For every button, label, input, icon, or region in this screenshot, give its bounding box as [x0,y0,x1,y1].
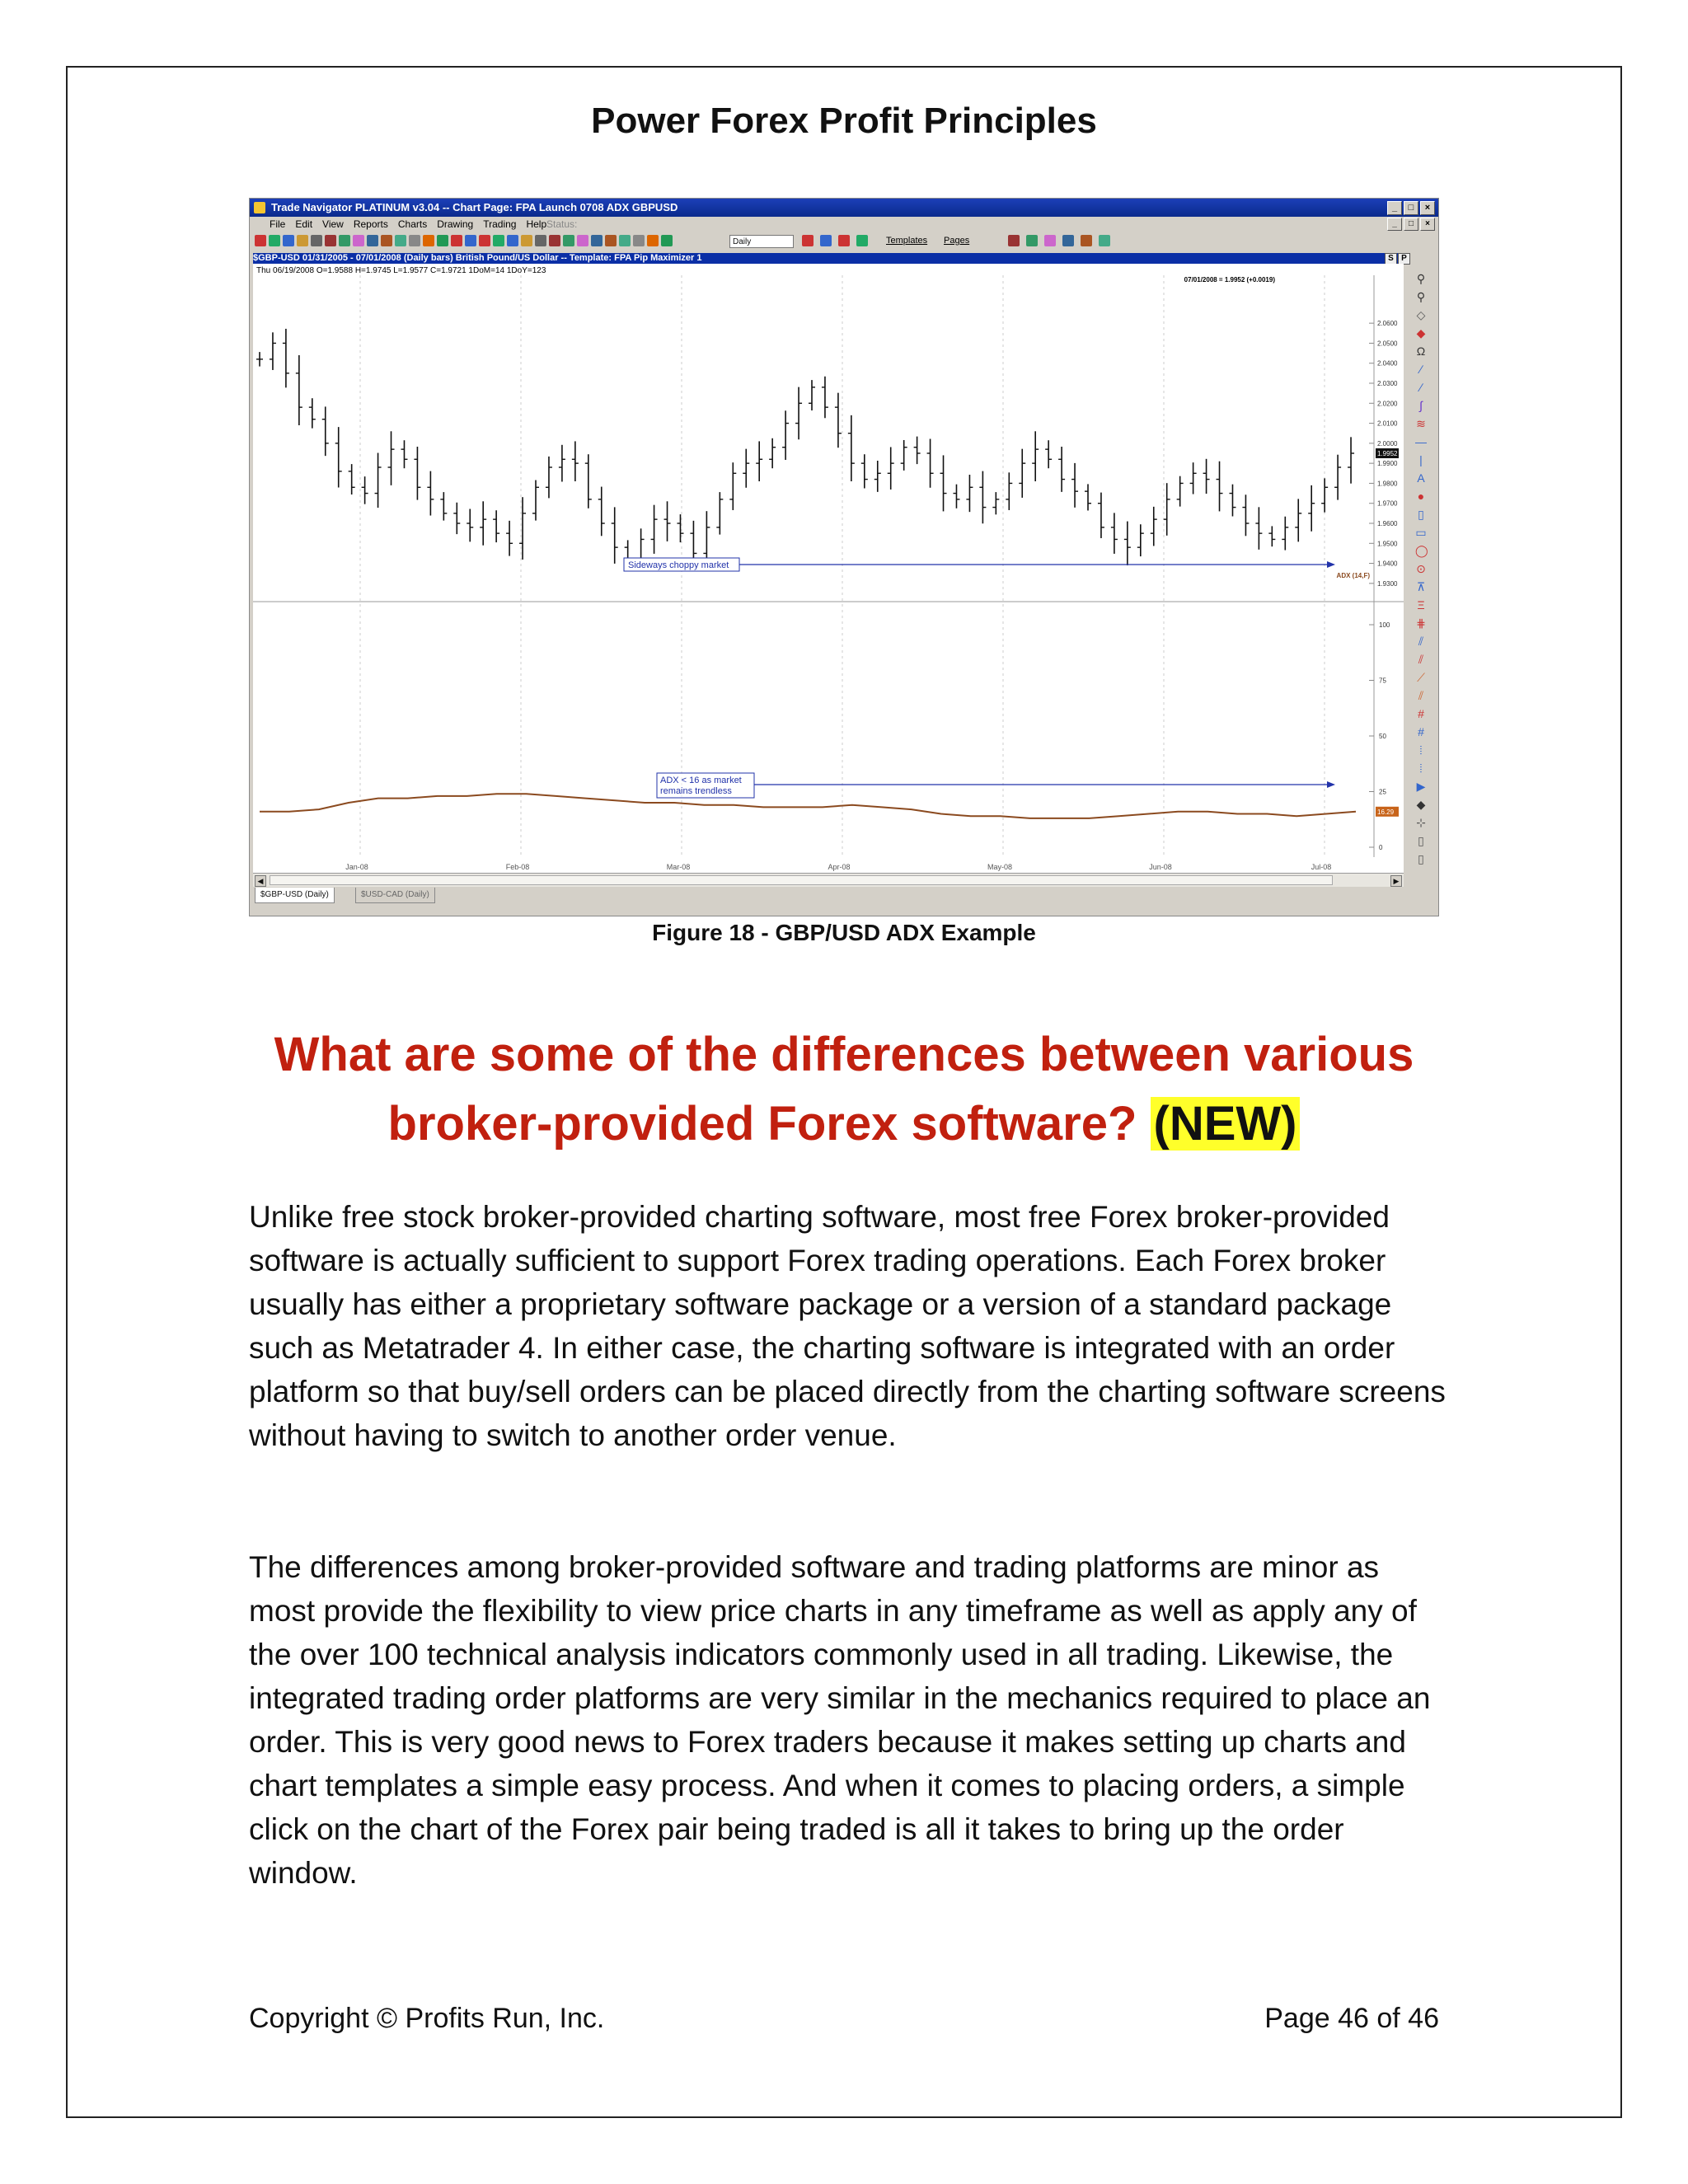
drawing-tool-icon[interactable]: ⚲ [1416,290,1426,303]
toolbar-tool-icon[interactable] [577,235,588,246]
adx-y-tick-label: 100 [1379,621,1390,629]
last-price-label: 07/01/2008 = 1.9952 (+0.0019) [1184,276,1275,284]
status-label: Status: [546,218,578,230]
y-tick-label: 1.9500 [1377,540,1398,548]
tab-usd-cad[interactable]: $USD-CAD (Daily) [355,888,435,903]
toolbar-tool-icon[interactable] [549,235,560,246]
drawing-tool-icon[interactable]: ⦙ [1419,762,1423,775]
screenshot-figure [249,198,1439,916]
toolbar-tool-icon[interactable] [325,235,336,246]
chart-area[interactable] [253,264,1404,874]
x-tick-label: Jul-08 [1311,863,1332,871]
footer-copyright: Copyright © Profits Run, Inc. [249,2003,605,2034]
toolbar-tool-icon[interactable] [451,235,462,246]
drawing-tool-icon[interactable]: Ξ [1417,598,1425,612]
drawing-tool-icon[interactable]: ⫽ [1418,689,1424,702]
adx-y-tick-label: 75 [1379,677,1386,685]
menu-bar [250,217,1438,232]
y-tick-label: 1.9700 [1377,499,1398,508]
x-tick-label: Jun-08 [1149,863,1172,871]
drawing-tool-icon[interactable]: ◆ [1416,326,1426,340]
menu-item-reports[interactable]: Reports [353,218,388,230]
toolbar-tool-icon[interactable] [563,235,574,246]
tab-gbp-usd[interactable]: $GBP-USD (Daily) [255,888,335,903]
toolbar-tool-icon[interactable] [353,235,364,246]
y-tick-label: 1.9400 [1377,560,1398,568]
scroll-thumb[interactable] [270,875,1333,885]
menu-item-file[interactable]: File [270,218,286,230]
toolbar-tool-icon[interactable] [507,235,518,246]
drawing-tool-icon[interactable]: ▭ [1415,526,1427,539]
toolbar-tool-icon[interactable] [1081,235,1092,246]
maximize-icon[interactable]: □ [1404,201,1418,215]
menu-item-charts[interactable]: Charts [397,218,428,230]
toolbar-tool-icon[interactable] [1026,235,1038,246]
drawing-tool-icon[interactable]: ⊼ [1416,580,1426,593]
templates-menu[interactable]: Templates [886,236,928,246]
toolbar-tool-icon[interactable] [661,235,673,246]
x-tick-label: Jan-08 [345,863,368,871]
s-button[interactable]: S [1385,253,1397,265]
figure-caption: Figure 18 - GBP/USD ADX Example [652,920,1036,945]
y-tick-label: 2.0500 [1377,340,1398,348]
drawing-tool-icon[interactable]: ⫽ [1418,635,1424,648]
toolbar-tool-icon[interactable] [269,235,280,246]
drawing-tool-icon[interactable]: ⊙ [1416,562,1426,575]
drawing-tool-icon[interactable]: ◆ [1416,798,1426,811]
heading-text: What are some of the differences between various broker-provided Forex software? [274,1028,1414,1151]
toolbar-tool-icon[interactable] [479,235,490,246]
toolbar-tool-icon[interactable] [647,235,659,246]
toolbar-tool-icon[interactable] [423,235,434,246]
chart-tabs [253,888,1404,904]
y-tick-label: 2.0200 [1377,400,1398,408]
x-tick-label: Mar-08 [666,863,691,871]
current-price-tag: 1.9952 [1377,450,1398,457]
chart-header: $GBP-USD 01/31/2005 - 07/01/2008 (Daily bars) British Pound/US Dollar -- Template: FPA Pip Maximizer 1 [253,253,1404,264]
adx-annotation-line1: ADX < 16 as market [660,776,742,785]
adx-annotation-line2: remains trendless [660,786,732,796]
adx-line [260,794,1356,818]
paragraph-1: Unlike free stock broker-provided charting software, most free Forex broker-provided software is actually sufficient to support Forex trading operations. Each Forex broker usually has either a proprietary software package or a version of a standard package such as Metatrader 4. In either case, the charting software is integrated with an order platform so that buy/sell orders can be placed directly from the charting software screens without having to switch to another order venue. [249,1200,1446,1452]
menu-item-drawing[interactable]: Drawing [437,218,474,230]
toolbar-tool-icon[interactable] [437,235,448,246]
toolbar-tool-icon[interactable] [535,235,546,246]
y-tick-label: 2.0100 [1377,419,1398,428]
drawing-tool-icon[interactable]: ∕ [1419,381,1423,394]
drawing-tool-icon[interactable]: ▯ [1418,834,1424,847]
toolbar-tool-icon[interactable] [339,235,350,246]
drawing-tool-icon[interactable]: ⋕ [1416,616,1426,630]
drawing-tool-icon[interactable]: # [1418,725,1424,738]
drawing-tool-icon[interactable]: ◯ [1415,544,1428,557]
toolbar-tool-icon[interactable] [633,235,645,246]
annotation-arrowhead [1327,561,1335,568]
chart-ohlc-readout: Thu 06/19/2008 O=1.9588 H=1.9745 L=1.9577 C=1.9721 1DoM=14 1DoY=123 [256,266,546,275]
menu-item-help[interactable]: Help [526,218,547,230]
x-tick-label: Apr-08 [828,863,851,871]
x-tick-label: May-08 [987,863,1013,871]
toolbar-tool-icon[interactable] [255,235,266,246]
chart-svg [253,264,1404,874]
close-icon[interactable]: × [1420,201,1435,215]
toolbar-tool-icon[interactable] [283,235,294,246]
drawing-tool-icon[interactable]: | [1419,453,1423,466]
toolbar-tool-icon[interactable] [1044,235,1056,246]
document-header: Power Forex Profit Principles [591,101,1097,141]
toolbar-tool-icon[interactable] [409,235,420,246]
menu-item-trading[interactable]: Trading [483,218,517,230]
toolbar-tool-icon[interactable] [591,235,603,246]
scroll-left-icon[interactable]: ◀ [255,875,266,887]
menu-items [270,217,546,232]
drawing-tool-icon[interactable]: ◇ [1416,308,1426,321]
minimize-icon[interactable]: _ [1387,218,1402,231]
toolbar-tool-icon[interactable] [856,235,868,246]
toolbar-tool-icon[interactable] [311,235,322,246]
adx-annotation-arrowhead [1327,781,1335,788]
drawing-tool-icon[interactable]: Ω [1416,344,1426,358]
toolbar-tool-icon[interactable] [619,235,631,246]
toolbar-tool-icon[interactable] [367,235,378,246]
p-button[interactable]: P [1398,253,1410,265]
drawing-tool-icon[interactable]: A [1417,471,1425,485]
new-badge: (NEW) [1151,1097,1301,1151]
y-tick-label: 1.9600 [1377,520,1398,527]
drawing-tool-icon[interactable]: ∕ [1419,363,1423,376]
x-tick-label: Feb-08 [505,863,530,871]
drawing-tool-icon[interactable]: ▶ [1416,780,1426,793]
y-tick-label: 2.0400 [1377,359,1398,368]
toolbar-tool-icon[interactable] [521,235,532,246]
annotation-sideways: Sideways choppy market [628,560,729,570]
window-title: Trade Navigator PLATINUM v3.04 -- Chart Page: FPA Launch 0708 ADX GBPUSD [271,201,678,213]
toolbar-tool-icon[interactable] [395,235,406,246]
minimize-icon[interactable]: _ [1387,201,1402,215]
scroll-right-icon[interactable]: ▶ [1390,875,1402,887]
adx-y-tick-label: 50 [1379,733,1386,740]
drawing-tool-icon[interactable]: ≋ [1416,417,1426,430]
drawing-tool-icon[interactable]: ⫽ [1418,653,1424,666]
section-heading [239,1020,1449,1159]
drawing-tool-icon[interactable]: # [1418,707,1424,720]
horizontal-scrollbar[interactable] [253,873,1404,887]
y-tick-label: 2.0600 [1377,320,1398,328]
drawing-tool-icon[interactable]: ⚲ [1416,272,1426,285]
menu-item-edit[interactable]: Edit [295,218,313,230]
toolbar-tool-icon[interactable] [1062,235,1074,246]
drawing-tool-icon[interactable]: ⦙ [1419,743,1423,757]
y-tick-label: 2.0000 [1377,439,1398,448]
adx-label: ADX (14,F) [1336,572,1370,579]
drawing-tool-icon[interactable]: ∫ [1419,399,1423,412]
toolbar-tool-icon[interactable] [838,235,850,246]
paragraph-2: The differences among broker-provided software and trading platforms are minor as most provide the flexibility to view price charts in any timeframe as well as apply any of the over 100 technical analysis indicators commonly used in all trading. Likewise, the integrated trading order platforms are very similar in the mechanics required to place an order. This is very good news to Forex traders because it makes setting up charts and chart templates a simple easy process. And when it comes to placing orders, a simple click on the chart of the Forex pair being traded is all it takes to bring up the order window. [249,1550,1431,1890]
toolbar-tool-icon[interactable] [381,235,392,246]
adx-value-tag: 16.29 [1377,808,1395,816]
toolbar-tool-icon[interactable] [1008,235,1020,246]
toolbar-tool-icon[interactable] [820,235,832,246]
app-icon [254,202,265,213]
close-icon[interactable]: × [1420,218,1435,231]
restore-icon[interactable]: □ [1404,218,1418,231]
toolbar [250,232,1438,253]
drawing-toolbar [1405,273,1437,907]
child-window-controls [1387,218,1435,231]
adx-y-tick-label: 25 [1379,788,1386,796]
window-controls [1387,201,1435,215]
chart-sp-buttons [1384,253,1410,265]
window-title-bar [250,199,1438,217]
footer-page-number: Page 46 of 46 [1264,2003,1439,2034]
timeframe-select[interactable]: Daily [729,235,794,248]
drawing-tool-icon[interactable]: ⊹ [1416,816,1426,829]
toolbar-tool-icon[interactable] [465,235,476,246]
drawing-tool-icon[interactable]: ▯ [1418,852,1424,865]
y-tick-label: 2.0300 [1377,380,1398,387]
drawing-tool-icon[interactable]: — [1415,435,1427,448]
toolbar-tool-icon[interactable] [802,235,814,246]
drawing-tool-icon[interactable]: ▯ [1418,508,1424,521]
toolbar-tool-icon[interactable] [297,235,308,246]
drawing-tool-icon[interactable]: ● [1417,490,1425,503]
y-tick-label: 1.9900 [1377,460,1398,468]
pages-menu[interactable]: Pages [944,236,970,246]
y-tick-label: 1.9800 [1377,480,1398,488]
adx-y-tick-label: 0 [1379,844,1383,851]
toolbar-tool-icon[interactable] [493,235,504,246]
toolbar-tool-icon[interactable] [605,235,617,246]
toolbar-tool-icon[interactable] [1099,235,1110,246]
menu-item-view[interactable]: View [322,218,344,230]
y-tick-label: 1.9300 [1377,579,1398,588]
drawing-tool-icon[interactable]: ⟋ [1417,671,1425,684]
